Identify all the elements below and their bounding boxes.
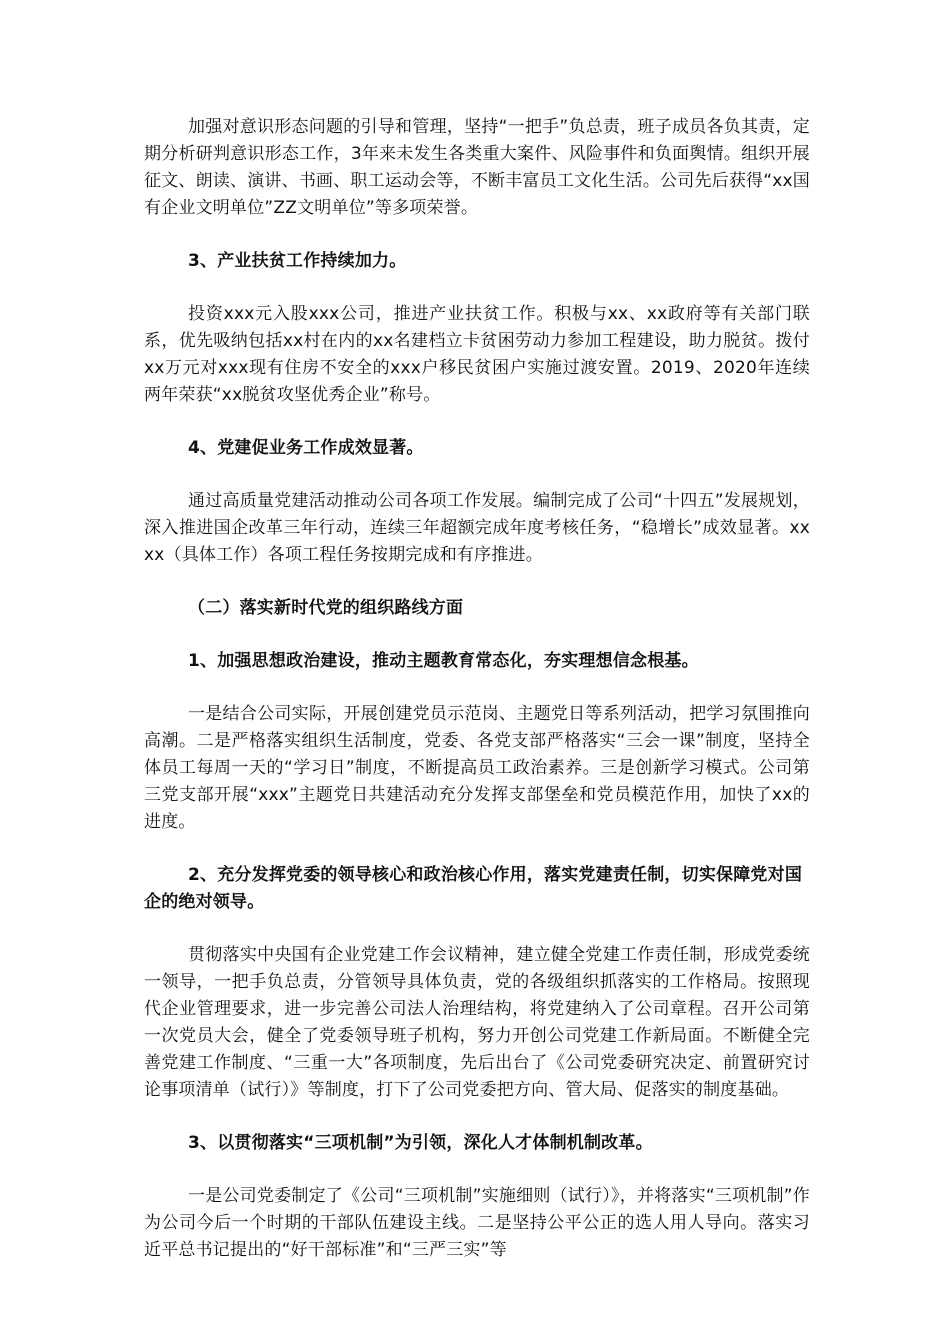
heading-three-mechanisms: 3、以贯彻落实“三项机制”为引领，深化人才体制机制改革。: [188, 1133, 653, 1153]
paragraph-ideological-political: 一是结合公司实际，开展创建党员示范岗、主题党日等系列活动，把学习氛围推向高潮。二是严格落实组织生活制度，党委、各党支部严格落实“三会一课”制度，坚持全体员工每周一天的“学习日”制度，不断提高员工政治素养。三是创新学习模式。公司第三党支部开展“xxx”主题党日共建活动充分发挥支部堡垒和党员模范作用，加快了xx的进度。: [144, 704, 810, 832]
paragraph-three-mechanisms: 一是公司党委制定了《公司“三项机制”实施细则（试行）》，并将落实“三项机制”作为公司今后一个时期的干部队伍建设主线。二是坚持公平公正的选人用人导向。落实习近平总书记提出的“好干部标准”和“三严三实”等: [144, 1186, 810, 1260]
paragraph-party-building-business: 通过高质量党建活动推动公司各项工作发展。编制完成了公司“十四五”发展规划，深入推进国企改革三年行动，连续三年超额完成年度考核任务，“稳增长”成效显著。xxxx（具体工作）各项工程任务按期完成和有序推进。: [144, 491, 810, 565]
document-page: [144, 114, 810, 1264]
paragraph-party-leadership: 贯彻落实中央国有企业党建工作会议精神，建立健全党建工作责任制，形成党委统一领导，一把手负总责，分管领导具体负责，党的各级组织抓落实的工作格局。按照现代企业管理要求，进一步完善公司法人治理结构，将党建纳入了公司章程。召开公司第一次党员大会，健全了党委领导班子机构，努力开创公司党建工作新局面。不断健全完善党建工作制度、“三重一大”各项制度，先后出台了《公司党委研究决定、前置研究讨论事项清单（试行）》等制度，打下了公司党委把方向、管大局、促落实的制度基础。: [144, 945, 810, 1100]
heading-party-leadership: 2、充分发挥党委的领导核心和政治核心作用，落实党建责任制，切实保障党对国企的绝对领导。: [144, 865, 803, 912]
paragraph-poverty-alleviation: 投资xxx元入股xxx公司，推进产业扶贫工作。积极与xx、xx政府等有关部门联系，优先吸纳包括xx村在内的xx名建档立卡贫困劳动力参加工程建设，助力脱贫。拨付xx万元对xxx现有住房不安全的xxx户移民贫困户实施过渡安置。2019、2020年连续两年荣获“xx脱贫攻坚优秀企业”称号。: [144, 304, 810, 405]
heading-organization-line: （二）落实新时代党的组织路线方面: [188, 598, 464, 618]
heading-poverty-alleviation: 3、产业扶贫工作持续加力。: [188, 251, 407, 271]
heading-party-building-business: 4、党建促业务工作成效显著。: [188, 438, 424, 458]
heading-ideological-political: 1、加强思想政治建设，推动主题教育常态化，夯实理想信念根基。: [188, 651, 699, 671]
paragraph-ideology-management: 加强对意识形态问题的引导和管理，坚持“一把手”负总责，班子成员各负其责，定期分析研判意识形态工作，3年来未发生各类重大案件、风险事件和负面舆情。组织开展征文、朗读、演讲、书画、职工运动会等，不断丰富员工文化生活。公司先后获得“xx国有企业文明单位”ZZ文明单位”等多项荣誉。: [144, 117, 810, 218]
